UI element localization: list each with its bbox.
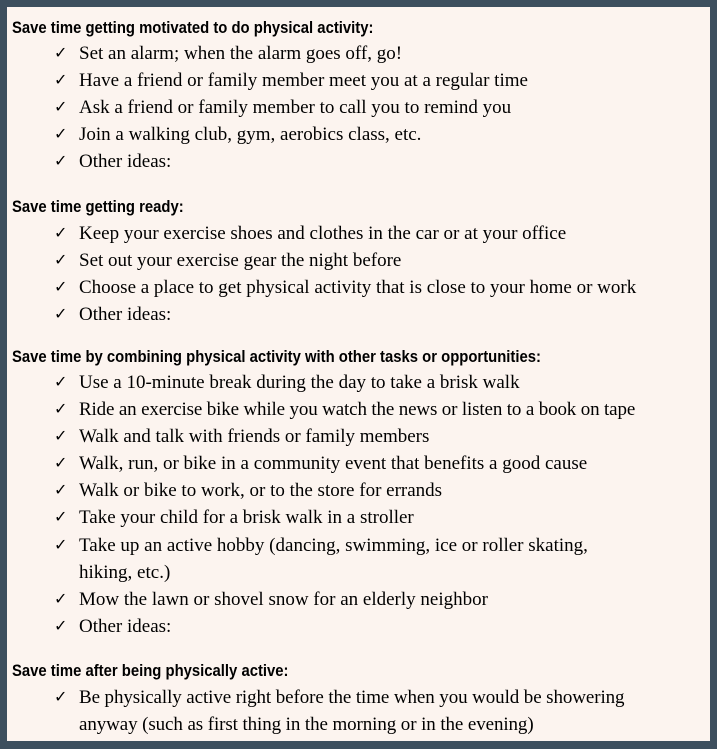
- section-heading: Save time by combining physical activity with other tasks or opportunities:: [12, 348, 541, 366]
- checkmark-icon: ✓: [54, 616, 68, 635]
- checkmark-icon: ✓: [54, 97, 68, 116]
- checkmark-icon: ✓: [54, 223, 68, 242]
- checkmark-icon: ✓: [54, 277, 68, 296]
- checkmark-icon: ✓: [54, 687, 68, 706]
- checkmark-icon: ✓: [54, 70, 68, 89]
- checkmark-icon: ✓: [54, 453, 68, 472]
- list-item-text: Walk and talk with friends or family members: [79, 426, 430, 447]
- checkmark-icon: ✓: [54, 151, 68, 170]
- list-item-line: hiking, etc.): [79, 562, 171, 583]
- checkmark-icon: ✓: [54, 304, 68, 323]
- checkmark-icon: ✓: [54, 372, 68, 391]
- list-item-text: Walk or bike to work, or to the store for errands: [79, 480, 443, 501]
- checkmark-icon: ✓: [54, 250, 68, 269]
- list-item-text: Other ideas:: [79, 151, 172, 172]
- list-item-text: Take your child for a brisk walk in a stroller: [79, 507, 414, 528]
- list-item-text: Join a walking club, gym, aerobics class, etc.: [79, 124, 422, 145]
- list-item-text: Ride an exercise bike while you watch the news or listen to a book on tape: [79, 399, 636, 420]
- list-item-text: [79, 684, 624, 738]
- list-item-text: Other ideas:: [79, 304, 172, 325]
- checkmark-icon: ✓: [54, 507, 68, 526]
- section-heading: Save time getting motivated to do physical activity:: [12, 19, 374, 37]
- list-item-text: Set out your exercise gear the night before: [79, 250, 402, 271]
- list-item-text: Keep your exercise shoes and clothes in the car or at your office: [79, 223, 567, 244]
- checkmark-icon: ✓: [54, 426, 68, 445]
- checkmark-icon: ✓: [54, 480, 68, 499]
- list-item-text: Have a friend or family member meet you at a regular time: [79, 70, 528, 91]
- checkmark-icon: ✓: [54, 589, 68, 608]
- list-item-text: Use a 10-minute break during the day to take a brisk walk: [79, 372, 520, 393]
- checkmark-icon: ✓: [54, 43, 68, 62]
- list-item-text: [79, 532, 588, 586]
- list-item-text: Set an alarm; when the alarm goes off, go!: [79, 43, 403, 64]
- section-heading: Save time getting ready:: [12, 198, 184, 216]
- checkmark-icon: ✓: [54, 124, 68, 143]
- list-item-line: Take up an active hobby (dancing, swimming, ice or roller skating,: [79, 535, 588, 556]
- list-item-text: Ask a friend or family member to call you to remind you: [79, 97, 512, 118]
- checkmark-icon: ✓: [54, 399, 68, 418]
- list-item-text: Walk, run, or bike in a community event that benefits a good cause: [79, 453, 588, 474]
- list-item-text: Mow the lawn or shovel snow for an elderly neighbor: [79, 589, 488, 610]
- list-item-text: Choose a place to get physical activity that is close to your home or work: [79, 277, 637, 298]
- list-item-text: Other ideas:: [79, 616, 172, 637]
- section-heading: Save time after being physically active:: [12, 662, 289, 680]
- checkmark-icon: ✓: [54, 535, 68, 554]
- list-item-line: anyway (such as first thing in the morning or in the evening): [79, 714, 534, 735]
- list-item-line: Be physically active right before the time when you would be showering: [79, 687, 625, 708]
- document-panel: [7, 7, 710, 741]
